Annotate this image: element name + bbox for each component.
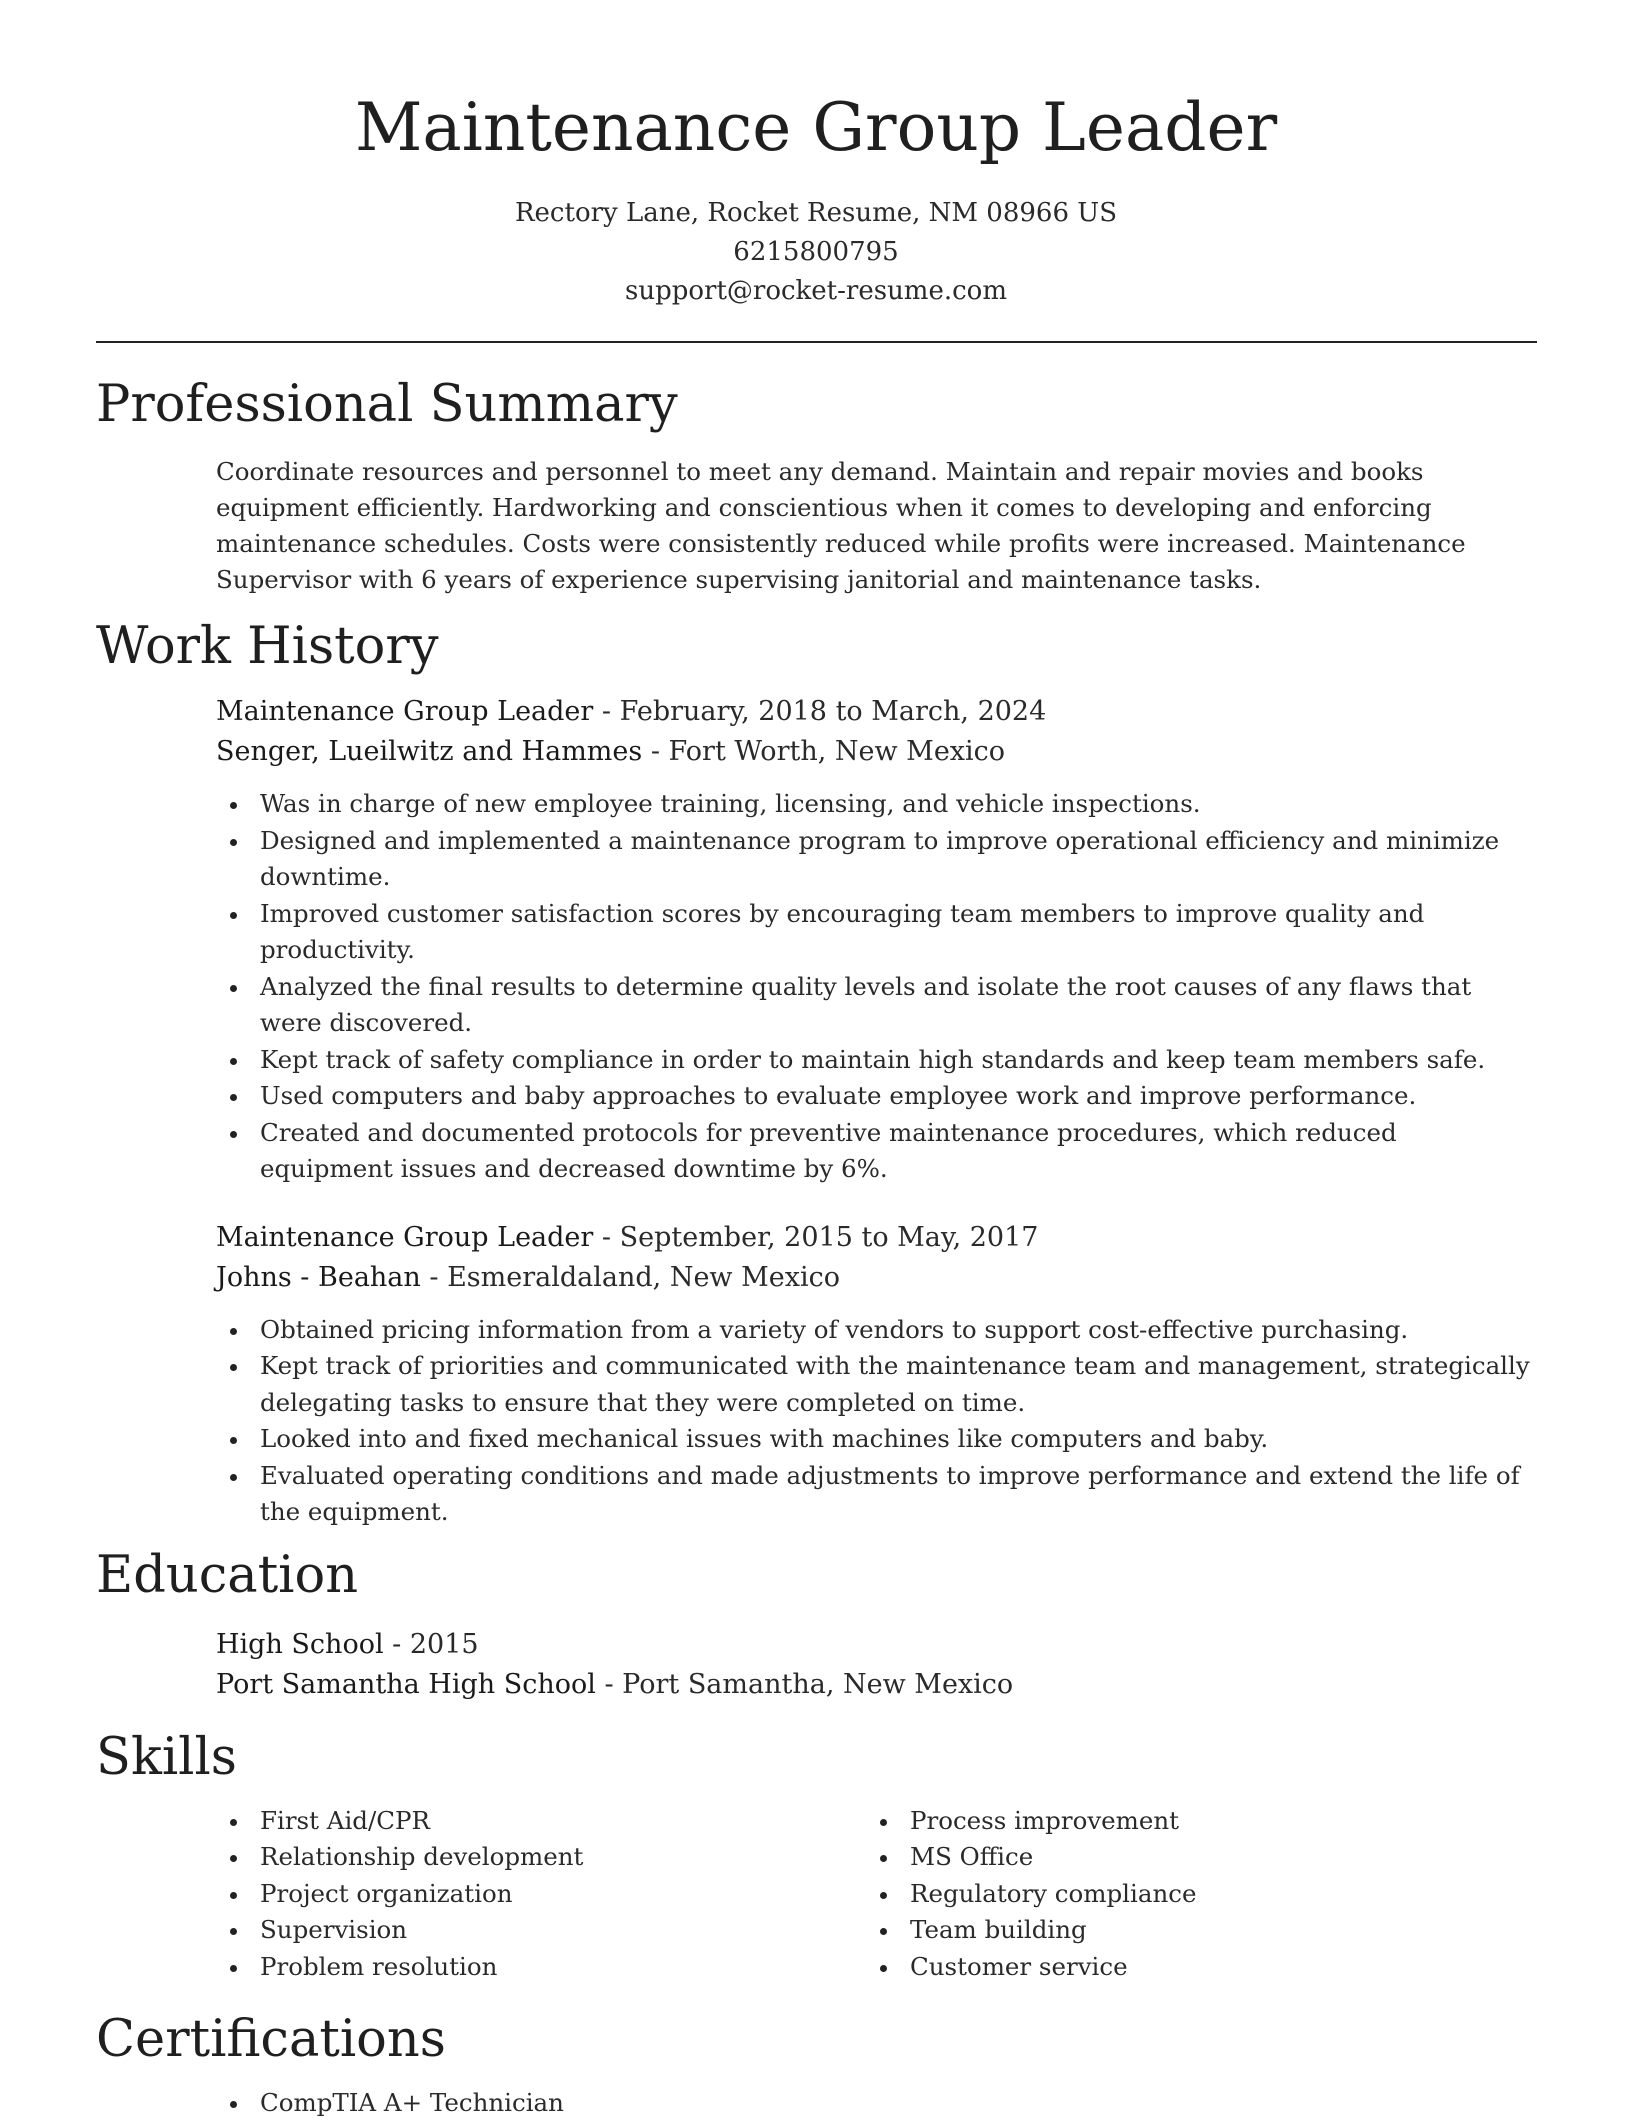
job-company: Johns - Beahan (216, 1261, 421, 1293)
work-history-heading: Work History (96, 617, 439, 676)
resume-header (0, 0, 1632, 311)
job-bullets (216, 1312, 1537, 1531)
header-divider (96, 341, 1537, 343)
job-dates: - February, 2018 to March, 2024 (593, 696, 1047, 727)
job-company: Senger, Lueilwitz and Hammes (216, 736, 643, 767)
skill-item: Customer service (866, 1949, 1516, 1986)
skill-item: Relationship development (216, 1839, 866, 1876)
education-year: - 2015 (383, 1628, 479, 1660)
job-bullet: Created and documented protocols for preventive maintenance procedures, which reduced equipment issues and decreased downtime by 6%. (216, 1115, 1537, 1188)
job-bullet: Evaluated operating conditions and made adjustments to improve performance and extend the life of the equipment. (216, 1458, 1537, 1531)
education-location: - Port Samantha, New Mexico (595, 1668, 1014, 1700)
job-entry (216, 1218, 1537, 1531)
resume-body (96, 370, 1537, 2122)
job-bullets (216, 786, 1537, 1188)
skills-list (216, 1803, 1537, 1986)
skill-item: MS Office (866, 1839, 1516, 1876)
education-school: Port Samantha High School (216, 1668, 596, 1700)
job-bullet: Analyzed the final results to determine quality levels and isolate the root causes of any flaws that were discovered. (216, 969, 1537, 1042)
contact-address: Rectory Lane, Rocket Resume, NM 08966 US (514, 198, 1118, 228)
education-school-line (216, 1665, 1537, 1705)
job-bullet: Obtained pricing information from a variety of vendors to support cost-effective purchasing. (216, 1312, 1537, 1349)
job-location: - Esmeraldaland, New Mexico (420, 1261, 840, 1293)
job-bullet: Was in charge of new employee training, licensing, and vehicle inspections. (216, 786, 1537, 823)
education-degree: High School (216, 1628, 384, 1660)
education-heading: Education (96, 1545, 359, 1605)
job-role: Maintenance Group Leader (216, 696, 594, 727)
job-entry (216, 692, 1537, 1188)
summary-heading: Professional Summary (96, 375, 678, 434)
skill-item: Regulatory compliance (866, 1876, 1516, 1913)
job-bullet: Kept track of priorities and communicated with the maintenance team and management, strategically delegating tasks to ensure that they were completed on time. (216, 1348, 1537, 1421)
job-dates: - September, 2015 to May, 2017 (593, 1221, 1039, 1253)
skill-item: Team building (866, 1912, 1516, 1949)
skills-heading: Skills (96, 1727, 237, 1787)
job-title-line (216, 1218, 1537, 1258)
job-company-line (216, 732, 1537, 772)
skill-item: First Aid/CPR (216, 1803, 866, 1840)
skill-item: Supervision (216, 1912, 866, 1949)
education-entry (216, 1625, 1537, 1705)
job-title-line (216, 692, 1537, 732)
job-company-line (216, 1258, 1537, 1298)
candidate-name: Maintenance Group Leader (354, 89, 1278, 166)
job-role: Maintenance Group Leader (216, 1221, 594, 1253)
job-bullet: Used computers and baby approaches to evaluate employee work and improve performance. (216, 1078, 1537, 1115)
contact-phone: 6215800795 (733, 237, 899, 267)
skills-column-left (216, 1803, 866, 1986)
contact-email: support@rocket-resume.com (624, 276, 1007, 306)
job-bullet: Kept track of safety compliance in order to maintain high standards and keep team members safe. (216, 1042, 1537, 1079)
skill-item: Process improvement (866, 1803, 1516, 1840)
contact-block (0, 194, 1632, 311)
certification-item: CompTIA A+ Technician (216, 2085, 1537, 2122)
certifications-heading: Certifications (96, 2010, 446, 2069)
education-degree-line (216, 1625, 1537, 1665)
job-bullet: Designed and implemented a maintenance program to improve operational efficiency and minimize downtime. (216, 823, 1537, 896)
skill-item: Problem resolution (216, 1949, 866, 1986)
job-location: - Fort Worth, New Mexico (642, 736, 1006, 767)
summary-text: Coordinate resources and personnel to meet any demand. Maintain and repair movies and books equipment efficiently. Hardworking and conscientious when it comes to developing and enforcing maintenance schedules. Costs were consistently reduced while profits were increased. Maintenance Supervisor with 6 years of experience supervising janitorial and maintenance tasks. (216, 457, 1466, 594)
job-bullet: Improved customer satisfaction scores by encouraging team members to improve quality and productivity. (216, 896, 1537, 969)
job-bullet: Looked into and fixed mechanical issues with machines like computers and baby. (216, 1421, 1537, 1458)
certifications-list (216, 2085, 1537, 2122)
skill-item: Project organization (216, 1876, 866, 1913)
skills-column-right (866, 1803, 1516, 1986)
